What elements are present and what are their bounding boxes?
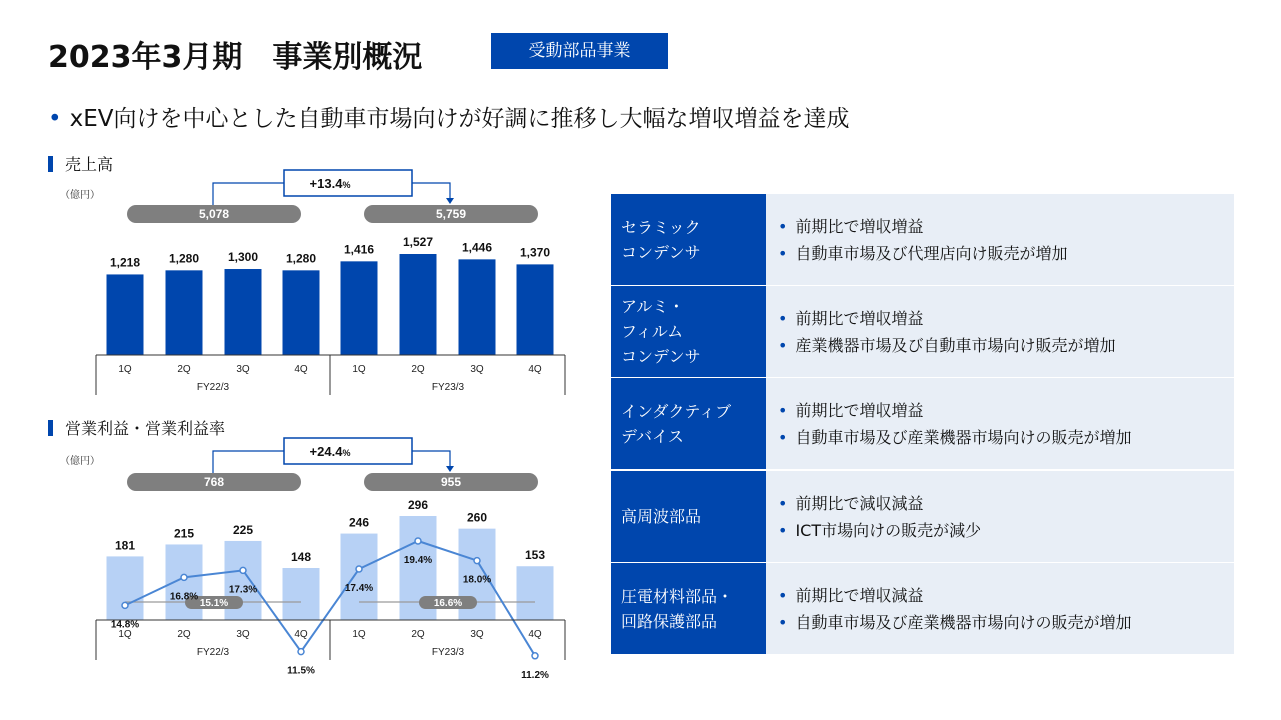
segment-name [611,286,766,377]
bar [517,566,554,620]
segment-point: • 前期比で増収増益 [778,305,1234,332]
bar-value-label: 1,218 [109,255,141,270]
segment-description [766,471,1234,562]
tick-label: 1Q [118,629,132,640]
fy-label: FY22/3 [196,647,230,658]
bar [107,556,144,620]
segment-name-line: 回路保護部品 [621,611,718,631]
segment-name-line: インダクティブ [621,401,732,421]
tick-label: 3Q [236,364,250,375]
sales-section-label: 売上高 [48,152,113,175]
total-curr-label: 955 [440,475,462,489]
bar-value-label: 260 [466,510,488,525]
margin-label: 17.3% [228,584,258,596]
segment-row [611,378,1234,469]
growth-label: +24.4% [309,444,351,459]
avg-margin-label: 15.1% [199,598,229,609]
bar-value-label: 1,446 [461,240,493,255]
segment-name [611,563,766,654]
segment-name-line: 圧電材料部品・ [621,586,734,606]
bar-value-label: 181 [114,538,136,553]
segment-description [766,286,1234,377]
tick-label: 2Q [177,364,191,375]
bar-value-label: 1,300 [227,250,259,265]
segment-row [611,471,1234,562]
margin-point [532,653,538,659]
margin-point [298,649,304,655]
segment-name [611,194,766,285]
segment-row [611,194,1234,285]
total-prev-label: 768 [203,475,225,489]
sales-unit: （億円） [60,190,100,201]
tick-label: 4Q [294,629,308,640]
segment-description [766,194,1234,285]
op-profit-chart [0,0,600,700]
segment-point: • 前期比で減収減益 [778,490,1234,517]
margin-label: 11.5% [287,665,315,677]
tick-label: 2Q [411,629,425,640]
bar [341,534,378,620]
segment-name [611,378,766,469]
margin-label: 19.4% [403,555,433,566]
tick-label: 1Q [118,364,132,375]
tick-label: 2Q [411,364,425,375]
segment-description [766,563,1234,654]
page-title: 2023年3月期 事業別概況 [48,40,423,75]
bar-value-label: 1,280 [168,251,200,266]
segment-name-line: フィルム [621,322,684,341]
total-prev-label: 5,078 [198,207,230,221]
segment-name [611,471,766,562]
tick-label: 4Q [528,629,542,640]
segment-name-line: 高周波部品 [621,507,702,526]
segment-point: • 産業機器市場及び自動車市場向け販売が増加 [778,332,1234,359]
segment-name-line: セラミック [621,217,701,237]
fy-label: FY22/3 [196,382,230,393]
bullet-dot-icon: • [48,106,62,132]
bar-value-label: 215 [173,526,195,541]
segment-point: • ICT市場向けの販売が減少 [778,517,1234,544]
segment-description [766,378,1234,469]
tick-label: 3Q [236,629,250,640]
margin-point [240,567,246,573]
tick-label: 1Q [352,629,366,640]
margin-point [181,574,187,580]
margin-point [122,602,128,608]
margin-label: 18.0% [462,574,492,586]
op-unit: （億円） [60,456,100,467]
margin-point [474,558,480,564]
bar-value-label: 148 [290,550,312,564]
segment-row [611,286,1234,377]
segment-point: • 前期比で増収増益 [778,397,1234,424]
segment-row [611,563,1234,654]
headline-text: xEV向けを中心とした自動車市場向けが好調に推移し大幅な増収増益を達成 [69,106,850,132]
fy-label: FY23/3 [431,647,465,658]
tick-label: 3Q [470,364,484,375]
bar-value-label: 296 [407,498,429,512]
bar-value-label: 246 [348,515,370,530]
tick-label: 1Q [352,364,366,375]
bar-value-label: 153 [524,548,546,563]
tick-label: 3Q [470,629,484,640]
tick-label: 4Q [528,364,542,375]
margin-label: 16.8% [169,591,199,603]
op-section-label: 営業利益・営業利益率 [48,416,225,439]
margin-point [356,566,362,572]
segment-point: • 自動車市場及び産業機器市場向けの販売が増加 [778,609,1234,636]
bar-value-label: 225 [232,522,254,537]
margin-label: 14.8% [110,619,140,631]
segment-name-line: アルミ・ [621,297,685,316]
bar-value-label: 1,527 [402,235,434,249]
segment-point: • 前期比で増収減益 [778,582,1234,609]
growth-label: +13.4% [309,176,351,191]
avg-margin-label: 16.6% [433,598,463,609]
margin-label: 17.4% [344,583,374,594]
segment-point: • 自動車市場及び産業機器市場向けの販売が増加 [778,424,1234,451]
margin-point [415,538,421,544]
segment-name-line: コンデンサ [621,242,701,262]
segment-badge: 受動部品事業 [491,33,668,69]
bar [283,568,320,620]
fy-label: FY23/3 [431,382,465,393]
segment-point: • 自動車市場及び代理店向け販売が増加 [778,240,1234,267]
margin-label: 11.2% [521,669,549,681]
bar-value-label: 1,416 [343,242,375,257]
arrow-down-icon [446,466,454,472]
tick-label: 4Q [294,364,308,375]
bar-value-label: 1,370 [519,245,551,260]
total-curr-label: 5,759 [435,207,467,221]
segment-point: • 前期比で増収増益 [778,213,1234,240]
segment-name-line: コンデンサ [621,347,701,366]
segment-name-line: デバイス [621,426,684,446]
tick-label: 2Q [177,629,191,640]
bar-value-label: 1,280 [285,251,317,266]
